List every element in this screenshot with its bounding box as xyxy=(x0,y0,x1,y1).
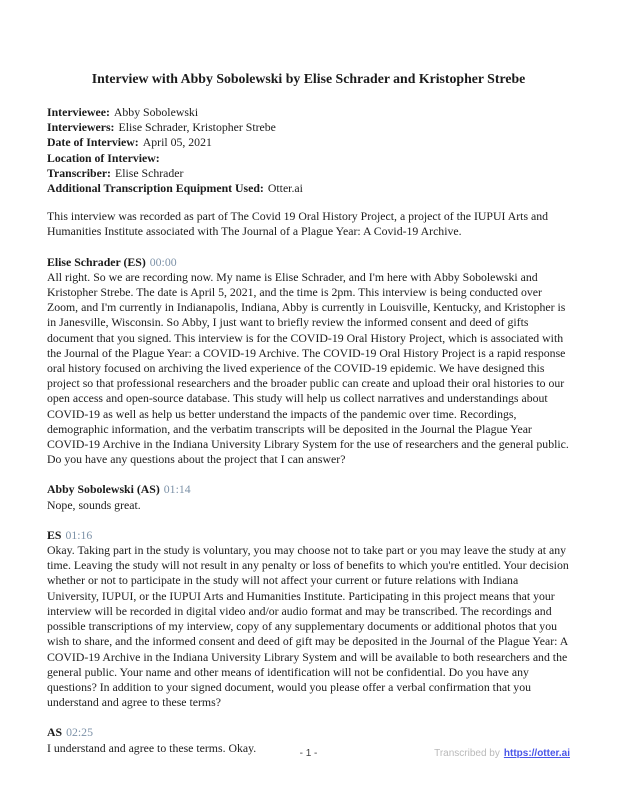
metadata-label: Interviewers: xyxy=(47,120,115,135)
metadata-row-transcriber xyxy=(47,166,570,181)
metadata-row-interviewee xyxy=(47,105,570,120)
otter-link[interactable]: https://otter.ai xyxy=(503,748,570,759)
metadata-block xyxy=(47,105,570,196)
transcript-segment xyxy=(47,528,570,710)
metadata-label: Transcriber: xyxy=(47,165,111,180)
page-footer xyxy=(47,746,570,762)
speaker-name: Abby Sobolewski (AS) xyxy=(47,482,160,497)
metadata-row-location xyxy=(47,151,570,166)
speaker-line xyxy=(47,725,570,740)
timestamp: 00:00 xyxy=(149,254,177,269)
timestamp: 01:16 xyxy=(65,527,93,542)
metadata-label: Location of Interview: xyxy=(47,150,160,165)
transcribed-by-label: Transcribed by xyxy=(434,748,500,759)
metadata-value: April 05, 2021 xyxy=(142,135,212,150)
timestamp: 01:14 xyxy=(163,482,191,497)
metadata-row-interviewers xyxy=(47,120,570,135)
metadata-row-equipment xyxy=(47,181,570,196)
page-title: Interview with Abby Sobolewski by Elise Schrader and Kristopher Strebe xyxy=(91,71,526,86)
speaker-line xyxy=(47,255,570,270)
timestamp: 02:25 xyxy=(66,725,93,740)
metadata-label: Date of Interview: xyxy=(47,135,139,150)
metadata-value: Elise Schrader xyxy=(115,165,184,180)
metadata-value: Otter.ai xyxy=(267,181,303,196)
speech-text: I understand and agree to these terms. Okay. xyxy=(47,740,257,755)
preamble-paragraph: This interview was recorded as part of The Covid 19 Oral History Project, a project of the IUPUI Arts and Humanities Institute associated with The Journal of a Plague Year: A Covid-19 Archive. xyxy=(47,209,549,239)
metadata-value: Abby Sobolewski xyxy=(113,105,199,119)
speaker-name: Elise Schrader (ES) xyxy=(47,254,146,269)
metadata-label: Interviewee: xyxy=(47,105,110,119)
page-number: - 1 - xyxy=(299,748,318,759)
transcribed-by xyxy=(434,746,570,762)
speech-text: All right. So we are recording now. My name is Elise Schrader, and I'm here with Abby Sobolewski and Kristopher Strebe. The date is April 5, 2021, and the time is 2pm. This interview is being conducted over Zoom, and I'm currently in Indianapolis, Indiana, Abby is currently in Louisville, Kentucky, and Kristopher is in Janesville, Wisconsin. So Abby, I just want to briefly review the informed consent and deed of gifts document that you signed. This interview is for the COVID-19 Oral History Project, which is associated with the Journal of the Plague Year: a COVID-19 Archive. The COVID-19 Oral History Project is a rapid response oral history focused on archiving the lived experience of the COVID-19 epidemic. We have designed this project so that professional researchers and the broader public can create and upload their oral histories to our open access and open-source database. This study will help us collect narratives and understandings about COVID-19 as well as help us better understand the impacts of the pandemic over time. Recordings, demographic information, and the verbatim transcripts will be deposited in the Journal the Plague Year COVID-19 Archive in the Indiana University Library System for the use of researchers and the general public. Do you have any questions about the project that I can answer? xyxy=(47,269,569,467)
speaker-line xyxy=(47,482,570,497)
transcript-segment xyxy=(47,482,570,512)
transcript-segment xyxy=(47,255,570,468)
metadata-value: Elise Schrader, Kristopher Strebe xyxy=(118,120,276,135)
speech-text: Nope, sounds great. xyxy=(47,497,141,512)
speech-text: Okay. Taking part in the study is voluntary, you may choose not to take part or you may leave the study at any time. Leaving the study will not result in any penalty or loss of benefits to which you're entitled. Your decision whether or not to participate in the study will not affect your current or future relations with Indiana University, IUPUI, or the IUPUI Arts and Humanities Institute. Participating in this project means that your interview will be recorded in digital video and/or audio format and may be transcribed. The recordings and possible transcriptions of my interview, copy of any supplementary documents or additional photos that you wish to share, and the informed consent and deed of gift may be deposited in the Journal of the Plague Year: A COVID-19 Archive in the Indiana University Library System and will be available to both researchers and the general public. Your name and other means of identification will not be confidential. Do you have any questions? In addition to your signed document, would you please offer a verbal confirmation that you understand and agree to these terms? xyxy=(47,543,569,710)
speaker-line xyxy=(47,528,570,543)
speaker-name: ES xyxy=(47,527,62,542)
metadata-row-date xyxy=(47,135,570,150)
speaker-name: AS xyxy=(47,725,63,740)
metadata-label: Additional Transcription Equipment Used: xyxy=(47,181,264,196)
